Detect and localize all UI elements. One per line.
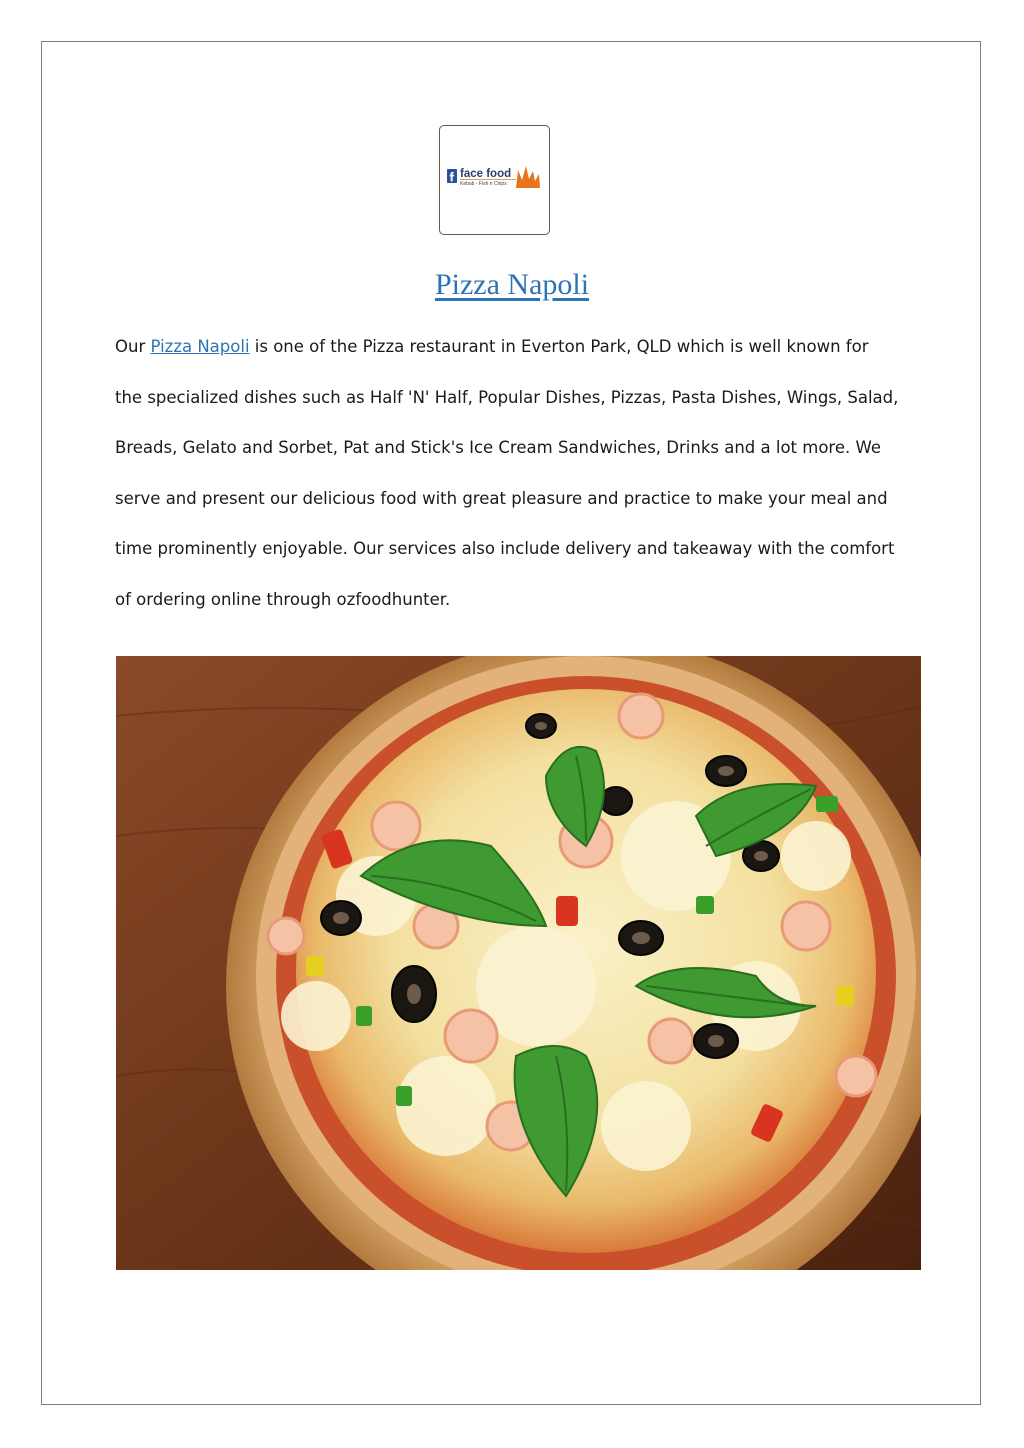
pizza-napoli-link[interactable]: Pizza Napoli [150, 337, 250, 356]
title-link[interactable]: Pizza Napoli [434, 268, 590, 301]
pizza-photo [116, 656, 921, 1270]
description-paragraph [115, 322, 915, 625]
paragraph-line-6: of ordering online through ozfoodhunter. [115, 589, 451, 609]
paragraph-line-5: time prominently enjoyable. Our services also include delivery and takeaway with the comfort [115, 539, 895, 558]
paragraph-line-4: serve and present our delicious food with great pleasure and practice to make your meal and [115, 488, 888, 508]
paragraph-line-3: Breads, Gelato and Sorbet, Pat and Stick's Ice Cream Sandwiches, Drinks and a lot more. We [115, 438, 881, 457]
svg-text:face food: face food [460, 168, 512, 180]
paragraph-line-2: the specialized dishes such as Half 'N' Half, Popular Dishes, Pizzas, Pasta Dishes, Wings, Salad, [115, 387, 899, 407]
flame-icon [516, 166, 540, 188]
face-food-logo [439, 125, 550, 235]
page-title [0, 266, 1024, 304]
svg-text:Kebab - Fish n Chips: Kebab - Fish n Chips [460, 181, 507, 187]
paragraph-lead: Our [115, 337, 146, 356]
facebook-f-icon [447, 169, 457, 183]
paragraph-line-1 [115, 322, 915, 373]
paragraph-line-1-rest: is one of the Pizza restaurant in Everton Park, QLD which is well known for [249, 337, 869, 356]
